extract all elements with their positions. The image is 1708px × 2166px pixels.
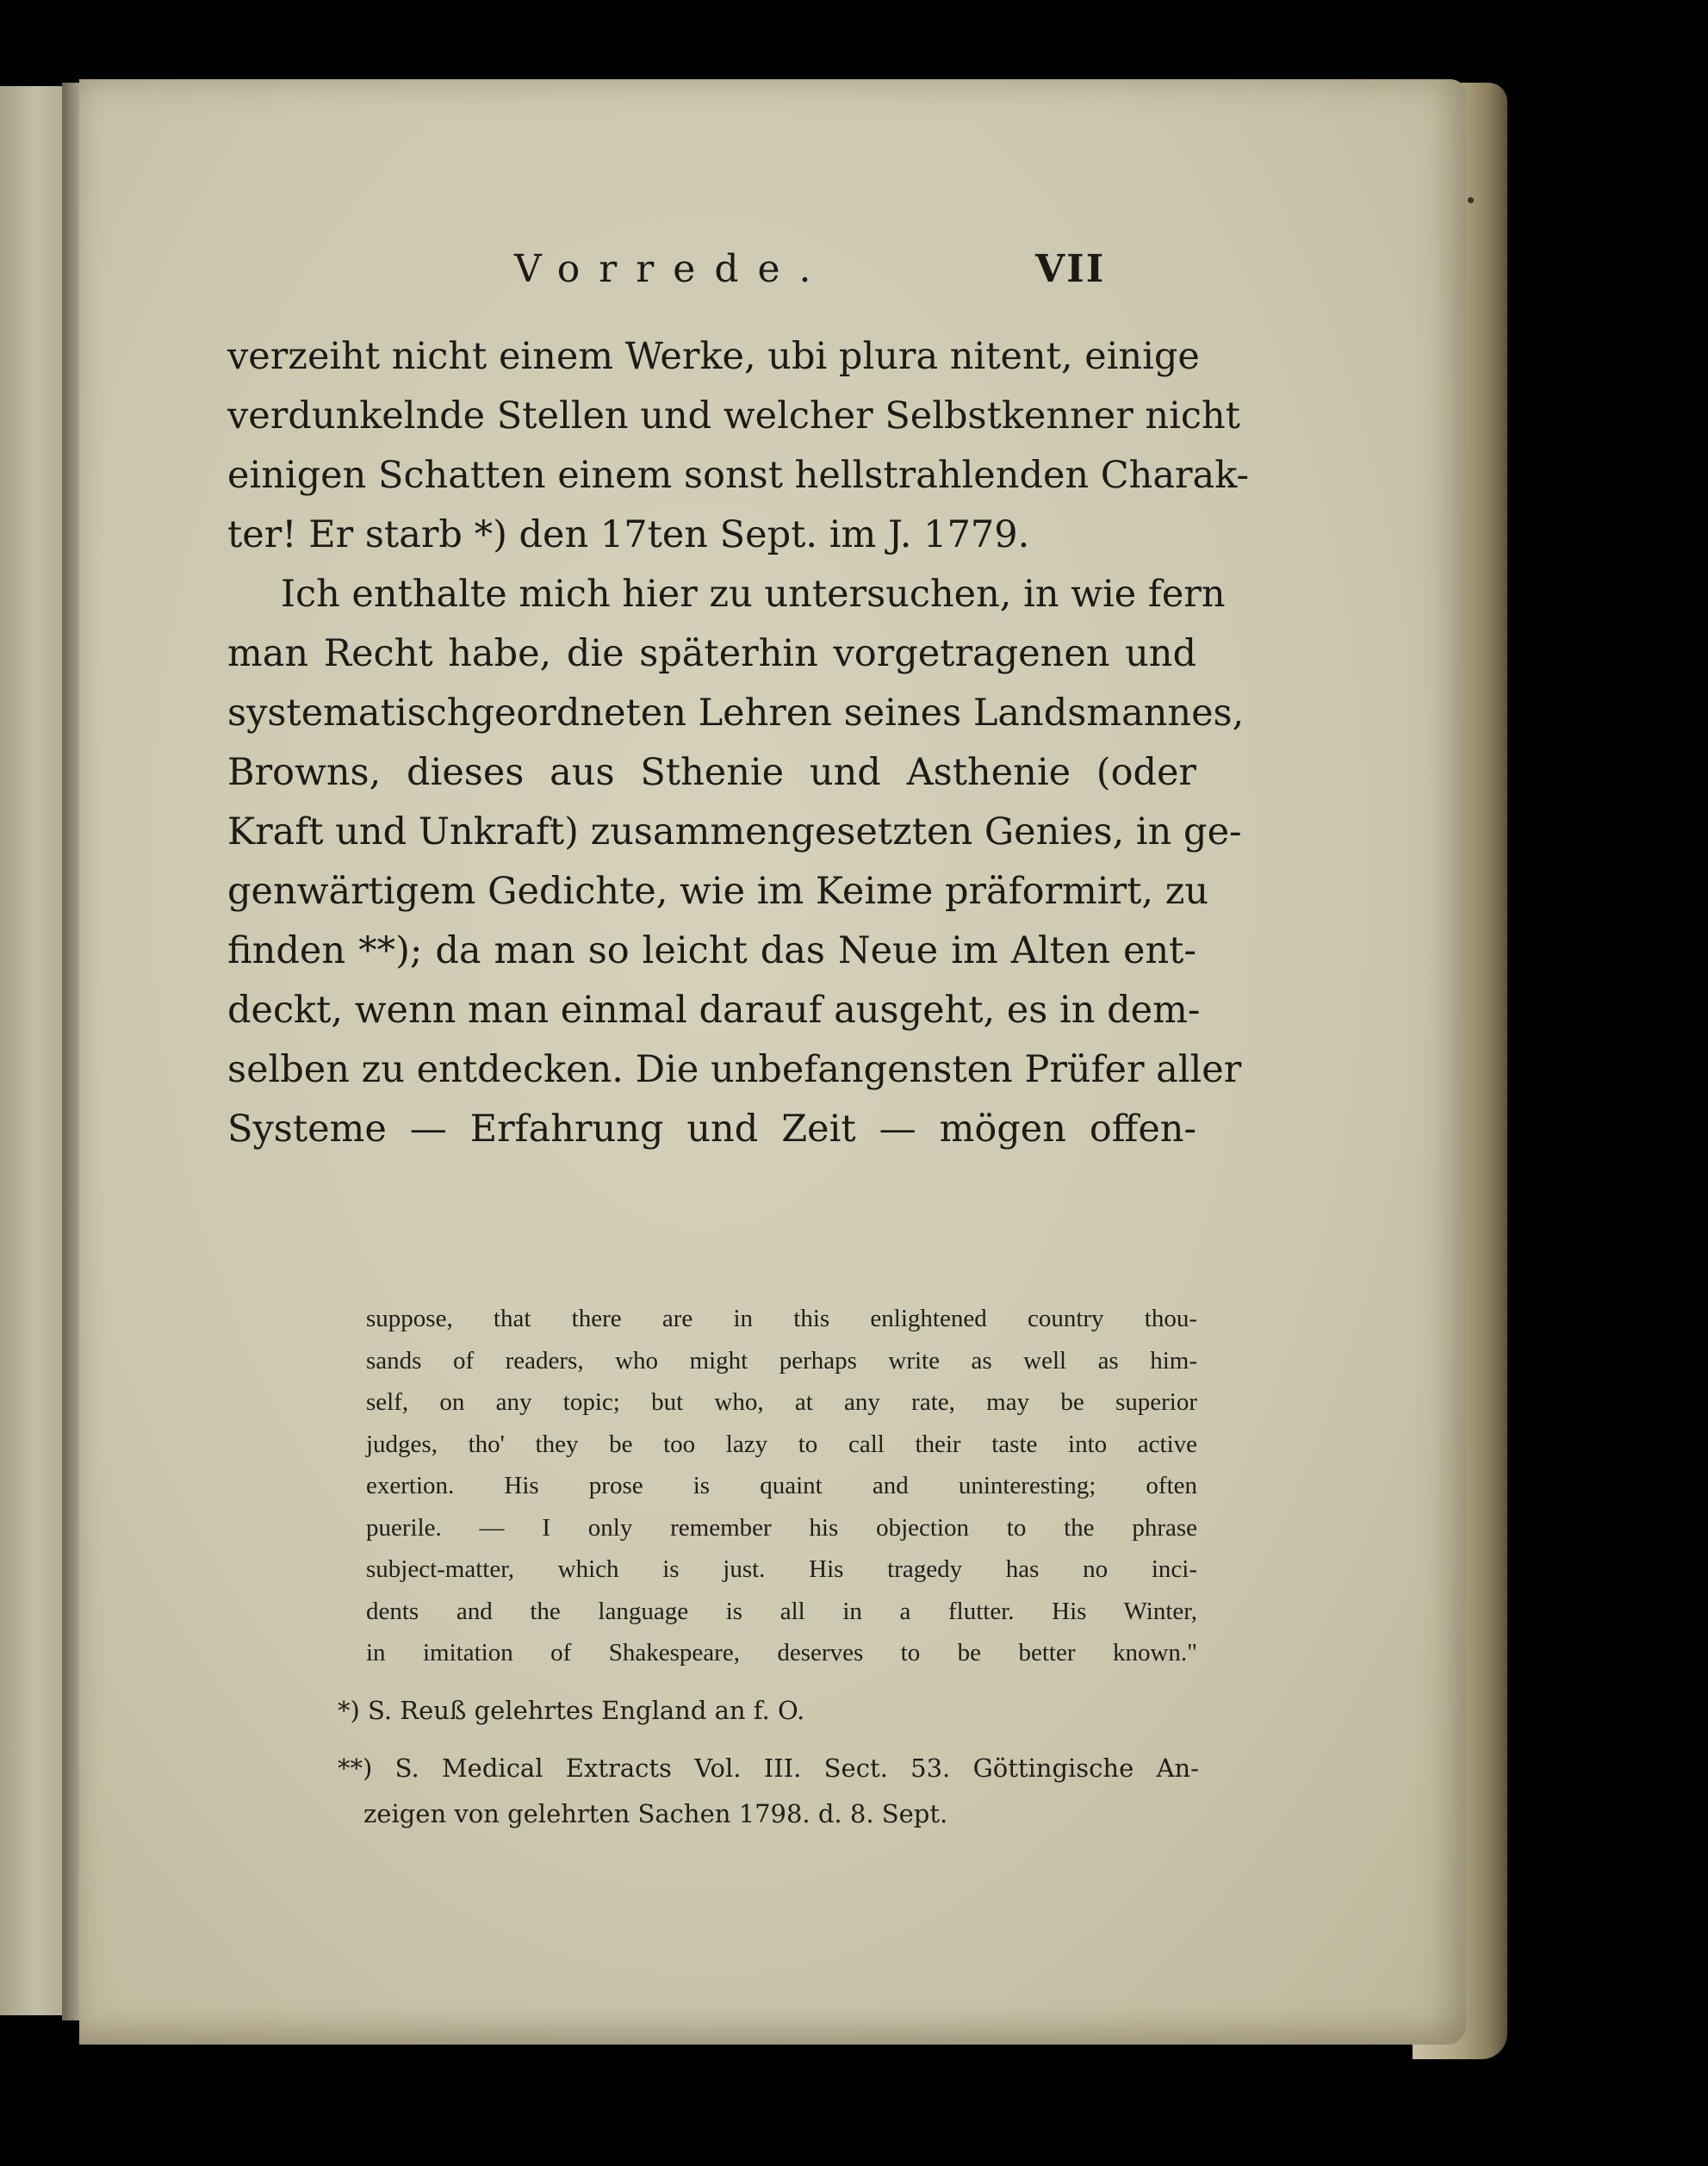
note-line: sands of readers, who might perhaps write as well as him- [366, 1346, 1197, 1375]
text-line: finden **); da man so leicht das Neue im Alten ent- [227, 929, 1196, 972]
book-page [79, 79, 1466, 2045]
text-line: genwärtigem Gedichte, wie im Keime präformirt, zu [227, 870, 1209, 913]
note-line: dents and the language is all in a flutter. His Winter, [366, 1597, 1197, 1625]
text-line: man Recht habe, die späterhin vorgetragenen und [227, 632, 1196, 675]
footnote-line: **) S. Medical Extracts Vol. III. Sect. 53. Göttingische An- [338, 1753, 1199, 1783]
note-line: in imitation of Shakespeare, deserves to be better known." [366, 1639, 1197, 1666]
text-line: verzeiht nicht einem Werke, ubi plura nitent, einige [227, 335, 1200, 378]
footnote-line: *) S. Reuß gelehrtes England an f. O. [338, 1696, 805, 1725]
english-note [366, 1298, 1197, 1674]
note-line: self, on any topic; but who, at any rate, may be superior [366, 1388, 1197, 1416]
paper-speck [1468, 197, 1474, 203]
main-text [227, 327, 1250, 1159]
footnote-1 [338, 1688, 1199, 1734]
text-line: Ich enthalte mich hier zu untersuchen, in wie fern [281, 573, 1226, 616]
note-line: exertion. His prose is quaint and uninteresting; often [366, 1472, 1197, 1499]
text-line: ter! Er starb *) den 17ten Sept. im J. 1779. [227, 513, 1030, 556]
text-line: selben zu entdecken. Die unbefangensten Prüfer aller [227, 1048, 1242, 1091]
text-line: Systeme — Erfahrung und Zeit — mögen offen- [227, 1108, 1196, 1151]
text-line: einigen Schatten einem sonst hellstrahlenden Charak- [227, 454, 1250, 497]
running-head-title: Vorrede. [514, 247, 830, 291]
note-line: subject-matter, which is just. His tragedy has no inci- [366, 1555, 1197, 1583]
text-line: Browns, dieses aus Sthenie und Asthenie (oder [227, 751, 1196, 794]
note-line: judges, tho' they be too lazy to call their taste into active [366, 1430, 1197, 1458]
footnote-line: zeigen von gelehrten Sachen 1798. d. 8. Sept. [363, 1799, 948, 1828]
text-line: systematischgeordneten Lehren seines Landsmannes, [227, 692, 1245, 735]
text-line: deckt, wenn man einmal darauf ausgeht, es in dem- [227, 989, 1201, 1032]
text-line: Kraft und Unkraft) zusammengesetzten Genies, in ge- [227, 810, 1242, 853]
page-number: VII [1035, 247, 1106, 291]
note-line: puerile. — I only remember his objection to the phrase [366, 1513, 1197, 1542]
facing-page-edge [0, 86, 67, 2015]
note-line: suppose, that there are in this enlightened country thou- [366, 1305, 1197, 1332]
text-line: verdunkelnde Stellen und welcher Selbstkenner nicht [227, 394, 1240, 438]
footnote-2 [338, 1746, 1199, 1837]
